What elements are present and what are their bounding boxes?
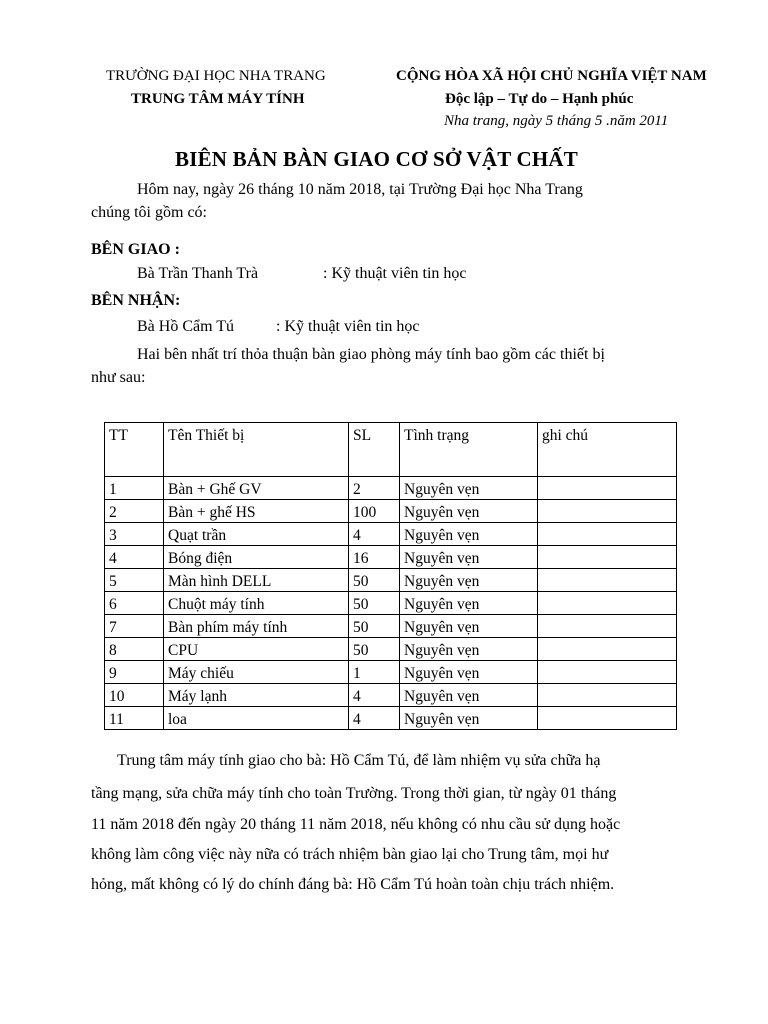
table-row (105, 638, 677, 661)
cell-device-name: Màn hình DELL (164, 569, 349, 592)
closing-line-5: hỏng, mất không có lý do chính đáng bà: Hồ Cẩm Tú hoàn toàn chịu trách nhiệm. (91, 876, 615, 893)
cell-status: Nguyên vẹn (400, 661, 538, 684)
cell-quantity: 2 (349, 477, 400, 500)
org-name: TRƯỜNG ĐẠI HỌC NHA TRANG (106, 68, 326, 84)
giver-role: : Kỹ thuật viên tin học (323, 265, 467, 282)
cell-status: Nguyên vẹn (400, 523, 538, 546)
cell-quantity: 4 (349, 523, 400, 546)
cell-note (538, 707, 677, 730)
cell-status: Nguyên vẹn (400, 684, 538, 707)
cell-device-name: Máy lạnh (164, 684, 349, 707)
header-quantity: SL (349, 423, 400, 477)
cell-note (538, 638, 677, 661)
table-row (105, 684, 677, 707)
closing-line-4: không làm công việc này nữa có trách nhiệm bàn giao lại cho Trung tâm, mọi hư (91, 846, 609, 863)
place-date: Nha trang, ngày 5 tháng 5 .năm 2011 (444, 113, 669, 129)
cell-quantity: 50 (349, 569, 400, 592)
cell-note (538, 523, 677, 546)
cell-device-name: Bóng điện (164, 546, 349, 569)
cell-status: Nguyên vẹn (400, 477, 538, 500)
table-row (105, 592, 677, 615)
cell-note (538, 684, 677, 707)
table-row (105, 477, 677, 500)
cell-tt: 10 (105, 684, 164, 707)
closing-line-1: Trung tâm máy tính giao cho bà: Hồ Cẩm Tú, để làm nhiệm vụ sửa chữa hạ (117, 752, 601, 769)
header-device-name: Tên Thiết bị (164, 423, 349, 477)
cell-status: Nguyên vẹn (400, 592, 538, 615)
table-row (105, 500, 677, 523)
table-row (105, 569, 677, 592)
agreement-line-1: Hai bên nhất trí thỏa thuận bàn giao phòng máy tính bao gồm các thiết bị (137, 346, 605, 363)
cell-tt: 9 (105, 661, 164, 684)
cell-quantity: 4 (349, 684, 400, 707)
cell-tt: 3 (105, 523, 164, 546)
cell-quantity: 50 (349, 615, 400, 638)
cell-status: Nguyên vẹn (400, 546, 538, 569)
cell-note (538, 546, 677, 569)
cell-note (538, 500, 677, 523)
cell-status: Nguyên vẹn (400, 500, 538, 523)
intro-line-1: Hôm nay, ngày 26 tháng 10 năm 2018, tại Trường Đại học Nha Trang (137, 181, 583, 198)
cell-device-name: Bàn phím máy tính (164, 615, 349, 638)
agreement-line-2: như sau: (91, 369, 146, 386)
giver-heading: BÊN GIAO : (91, 241, 180, 258)
cell-device-name: Máy chiếu (164, 661, 349, 684)
cell-device-name: Quạt trần (164, 523, 349, 546)
cell-status: Nguyên vẹn (400, 615, 538, 638)
cell-note (538, 615, 677, 638)
cell-tt: 4 (105, 546, 164, 569)
cell-quantity: 100 (349, 500, 400, 523)
cell-note (538, 592, 677, 615)
cell-note (538, 661, 677, 684)
cell-tt: 2 (105, 500, 164, 523)
cell-quantity: 4 (349, 707, 400, 730)
cell-device-name: loa (164, 707, 349, 730)
receiver-heading: BÊN NHẬN: (91, 292, 181, 309)
cell-device-name: Bàn + Ghế GV (164, 477, 349, 500)
header-tt: TT (105, 423, 164, 477)
table-row (105, 615, 677, 638)
cell-tt: 5 (105, 569, 164, 592)
cell-device-name: CPU (164, 638, 349, 661)
cell-note (538, 477, 677, 500)
document-title: BIÊN BẢN BÀN GIAO CƠ SỞ VẬT CHẤT (175, 147, 578, 171)
cell-quantity: 1 (349, 661, 400, 684)
cell-device-name: Bàn + ghế HS (164, 500, 349, 523)
cell-quantity: 50 (349, 638, 400, 661)
national-motto-title: CỘNG HÒA XÃ HỘI CHỦ NGHĨA VIỆT NAM (396, 68, 707, 84)
national-motto-subtitle: Độc lập – Tự do – Hạnh phúc (445, 91, 634, 107)
cell-status: Nguyên vẹn (400, 707, 538, 730)
cell-quantity: 50 (349, 592, 400, 615)
org-department: TRUNG TÂM MÁY TÍNH (131, 91, 305, 107)
table-row (105, 546, 677, 569)
table-row (105, 523, 677, 546)
giver-name: Bà Trần Thanh Trà (137, 265, 259, 282)
table-header-row (105, 423, 677, 477)
cell-device-name: Chuột máy tính (164, 592, 349, 615)
equipment-table (104, 422, 677, 730)
intro-line-2: chúng tôi gồm có: (91, 204, 207, 221)
cell-tt: 7 (105, 615, 164, 638)
cell-status: Nguyên vẹn (400, 638, 538, 661)
closing-line-2: tầng mạng, sửa chữa máy tính cho toàn Trường. Trong thời gian, từ ngày 01 tháng (91, 785, 617, 802)
header-status: Tình trạng (400, 423, 538, 477)
cell-tt: 11 (105, 707, 164, 730)
cell-tt: 1 (105, 477, 164, 500)
cell-tt: 8 (105, 638, 164, 661)
table-row (105, 661, 677, 684)
receiver-role: : Kỹ thuật viên tin học (276, 318, 420, 335)
cell-note (538, 569, 677, 592)
closing-line-3: 11 năm 2018 đến ngày 20 tháng 11 năm 2018, nếu không có nhu cầu sử dụng hoặc (91, 816, 621, 833)
cell-status: Nguyên vẹn (400, 569, 538, 592)
table-row (105, 707, 677, 730)
receiver-name: Bà Hồ Cẩm Tú (137, 318, 235, 335)
cell-quantity: 16 (349, 546, 400, 569)
cell-tt: 6 (105, 592, 164, 615)
header-note: ghi chú (538, 423, 677, 477)
